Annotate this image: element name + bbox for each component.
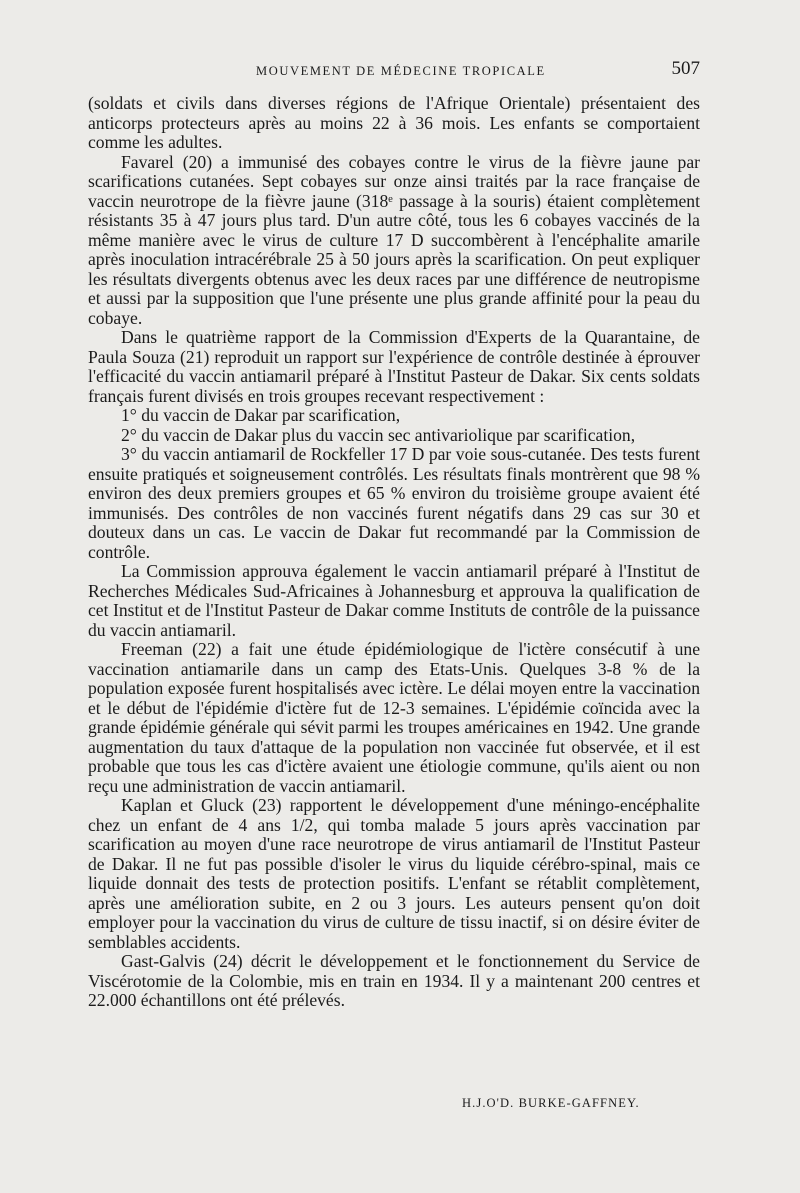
list-item-1: 1° du vaccin de Dakar par scarification, xyxy=(121,405,401,425)
list-item-3: 3° du vaccin antiamaril de Rockfeller 17 D par voie sous-cutanée. Des tests furent ensuite pratiqués et soigneusement contrôlés. Les résultats finals montrèrent que 98 % environ des deux premiers groupes et 65 % environ du troisième groupe avaient été immunisés. Des contrôles de non vaccinés furent négatifs dans 29 cas sur 30 et douteux dans un cas. Le vaccin de Dakar fut recommandé par la Commission de contrôle. xyxy=(88,444,700,562)
paragraph-commission-approval: La Commission approuva également le vaccin antiamaril préparé à l'Institut de Recherches Médicales Sud-Africaines à Johannesburg et approuva la qualification de cet Institut et de l'Institut Pasteur de Dakar comme Instituts de contrôle de la puissance du vaccin antiamaril. xyxy=(88,561,700,640)
paragraph-commission-report: Dans le quatrième rapport de la Commission d'Experts de la Quarantaine, de Paula Souza (21) reproduit un rapport sur l'expérience de contrôle destinée à éprouver l'efficacité du vaccin antiamaril préparé à l'Institut Pasteur de Dakar. Six cents soldats français furent divisés en trois groupes recevant respectivement : xyxy=(88,327,700,406)
paragraph-gast-galvis: Gast-Galvis (24) décrit le développement et le fonctionnement du Service de Viscérotomie de la Colombie, mis en train en 1934. Il y a maintenant 200 centres et 22.000 échantillons ont été prélevés. xyxy=(88,951,700,1010)
paragraph-freeman: Freeman (22) a fait une étude épidémiologique de l'ictère consécutif à une vaccination antiamarile dans un camp des Etats-Unis. Quelques 3-8 % de la population exposée furent hospitalisés avec ictère. Le délai moyen entre la vaccination et le début de l'épidémie d'ictère fut de 12-3 semaines. L'épidémie coïncida avec la grande épidémie générale qui sévit parmi les troupes américaines en 1942. Une grande augmentation du taux d'attaque de la population non vaccinée fut observée, et il est probable que tous les cas d'ictère avaient une étiologie commune, qu'ils aient ou non reçu une administration de vaccin antiamaril. xyxy=(88,639,700,796)
paragraph-favarel: Favarel (20) a immunisé des cobayes contre le virus de la fièvre jaune par scarifications cutanées. Sept cobayes sur onze ainsi traités par la race française de vaccin neurotrope de la fièvre jaune (318ᵉ passage à la souris) étaient complètement résistants 35 à 47 jours plus tard. D'un autre côté, tous les 6 cobayes vaccinés de la même manière avec le virus de culture 17 D succombèrent à l'encéphalite amarile après inoculation intracérébrale 25 à 50 jours après la scarification. On peut expliquer les résultats divergents obtenus avec les deux races par une différence de neutropisme et aussi par la supposition que l'une présente une plus grande affinité pour la peau du cobaye. xyxy=(88,151,700,328)
author-signature: H.J.O'D. BURKE-GAFFNEY. xyxy=(462,1096,640,1110)
page-number: 507 xyxy=(671,58,700,79)
page-header xyxy=(88,60,702,82)
paragraph-kaplan-gluck: Kaplan et Gluck (23) rapportent le développement d'une méningo-encéphalite chez un enfant de 4 ans 1/2, qui tomba malade 5 jours après vaccination par scarification au moyen d'une race neurotrope de virus antiamaril de l'Institut Pasteur de Dakar. Il ne fut pas possible d'isoler le virus du liquide cérébro-spinal, mais ce liquide donnait des tests de protection positifs. L'enfant se rétablit complètement, après une amélioration subite, en 2 ou 3 jours. Les auteurs pensent qu'on doit employer pour la vaccination du virus de culture de tissu inactif, si on désire éviter de semblables accidents. xyxy=(88,795,700,952)
paragraph-continued: (soldats et civils dans diverses régions de l'Afrique Orientale) présentaient des anticorps protecteurs après au moins 22 à 36 mois. Les enfants se comportaient comme les adultes. xyxy=(88,93,700,152)
running-title: MOUVEMENT DE MÉDECINE TROPICALE xyxy=(256,64,546,78)
list-item-2: 2° du vaccin de Dakar plus du vaccin sec antivariolique par scarification, xyxy=(121,424,636,445)
body-text xyxy=(88,94,700,1011)
